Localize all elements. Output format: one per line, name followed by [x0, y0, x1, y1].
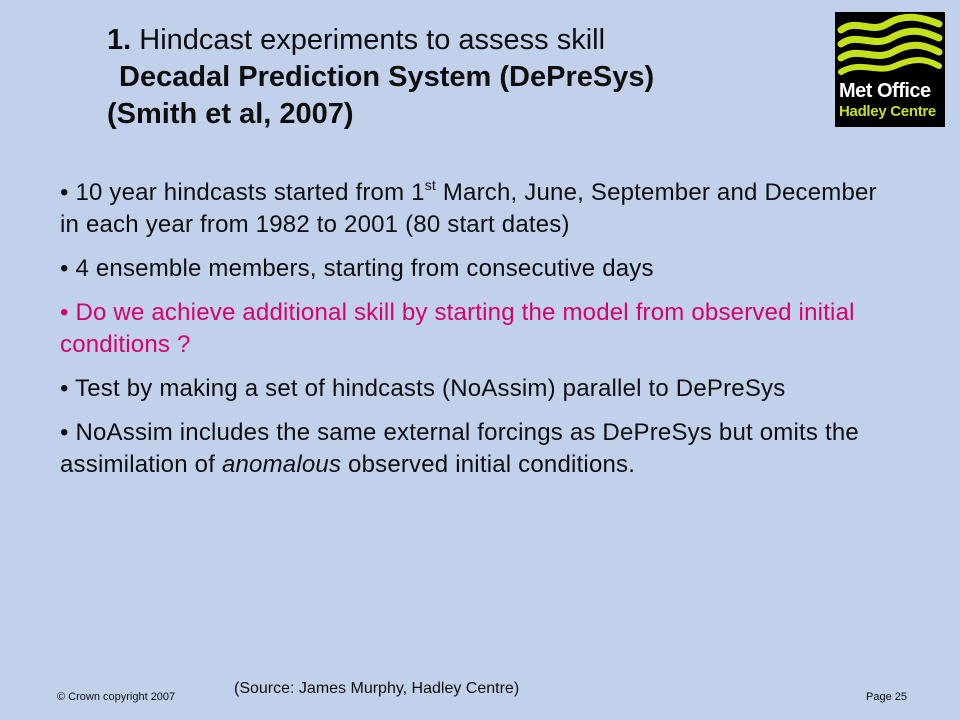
- bullet-1-superscript: st: [424, 177, 436, 193]
- logo-text-met-office: Met Office: [839, 80, 931, 102]
- bullet-hindcast-starts: [60, 177, 880, 241]
- wave-logo-icon: [835, 12, 945, 82]
- bullet-skill-question: • Do we achieve additional skill by starting the model from observed initial conditions ?: [60, 299, 855, 358]
- bullet-noassim-test: • Test by making a set of hindcasts (NoAssim) parallel to DePreSys: [60, 375, 786, 402]
- bullet-5-text-a: • NoAssim includes the same external forcings as DePreSys but omits the assimilation of: [60, 419, 859, 478]
- bullet-ensemble-members: • 4 ensemble members, starting from consecutive days: [60, 255, 654, 282]
- page-number: Page 25: [866, 691, 907, 703]
- title-line-1: [107, 22, 807, 59]
- slide-title: [107, 22, 807, 133]
- title-line-2: Decadal Prediction System (DePreSys): [119, 61, 655, 93]
- logo-text-hadley-centre: Hadley Centre: [839, 103, 936, 120]
- title-number: 1.: [107, 24, 132, 56]
- title-text-1: Hindcast experiments to assess skill: [131, 24, 606, 56]
- source-credit: (Source: James Murphy, Hadley Centre): [234, 680, 520, 697]
- bullet-5-italic: anomalous: [221, 451, 342, 478]
- bullet-noassim-forcings: [60, 417, 880, 481]
- bullet-1-text-a: • 10 year hindcasts started from 1: [60, 179, 425, 206]
- bullet-list: [60, 177, 880, 493]
- copyright-notice: © Crown copyright 2007: [57, 691, 176, 703]
- bullet-1-text-b: March, June, September and December in each year from 1982 to 2001 (80 start dates): [60, 179, 877, 238]
- title-line-3: (Smith et al, 2007): [107, 98, 354, 130]
- met-office-logo: [835, 12, 945, 127]
- bullet-5-text-b: observed initial conditions.: [341, 451, 636, 478]
